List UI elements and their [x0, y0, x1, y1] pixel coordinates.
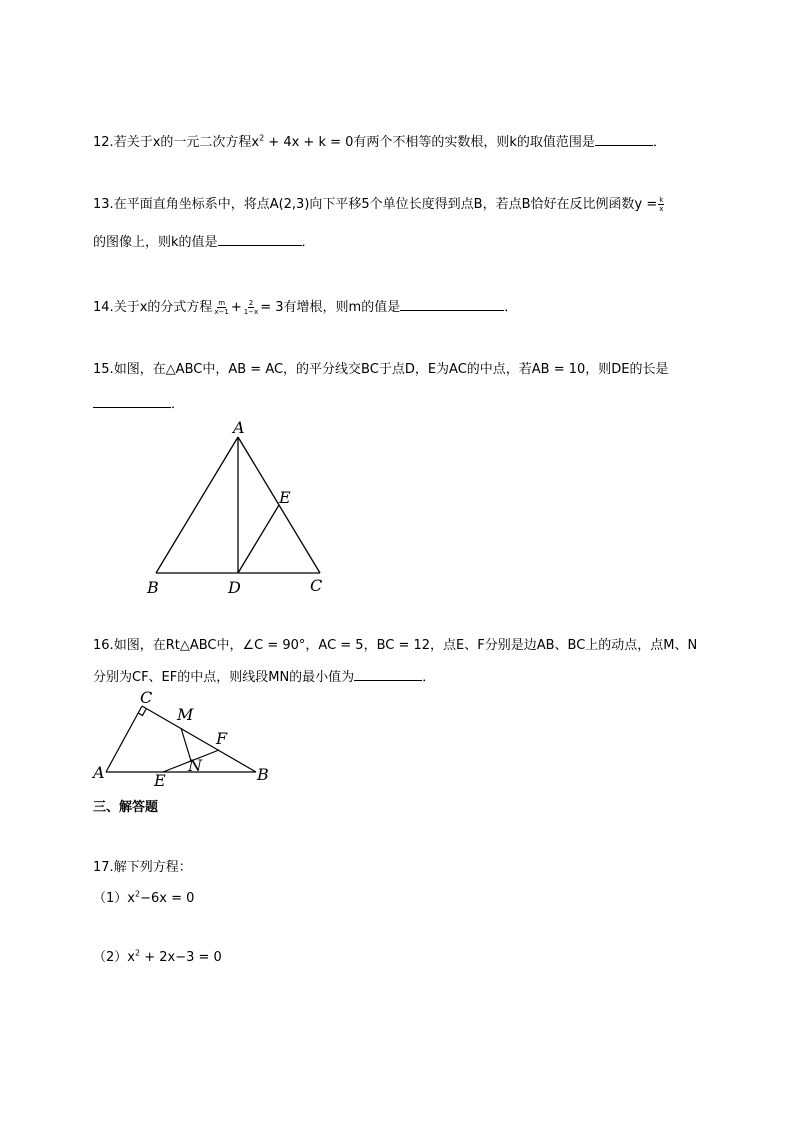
question-number: 14. — [93, 300, 114, 315]
label-f: F — [216, 729, 228, 748]
part-label: （2） — [93, 950, 128, 965]
equation-term: + 2x−3 = 0 — [140, 950, 222, 965]
label-n: N — [188, 756, 202, 775]
equation-term: x — [127, 950, 135, 965]
label-e: E — [279, 488, 291, 507]
fraction — [243, 299, 259, 316]
part-label: （1） — [93, 891, 128, 906]
label-m: M — [177, 705, 194, 724]
fraction-denominator: 1−x — [243, 308, 259, 316]
label-c: C — [310, 576, 323, 595]
label-a: A — [233, 418, 245, 437]
figure-16-right-triangle — [90, 688, 280, 790]
fraction-numerator: 2 — [248, 299, 254, 307]
question-12 — [93, 132, 666, 152]
exponent: 2 — [259, 133, 265, 143]
exponent: 2 — [134, 889, 141, 899]
answer-blank[interactable] — [93, 394, 171, 408]
question-text: 关于x的分式方程 — [113, 300, 213, 315]
label-e: E — [154, 771, 166, 790]
question-17 — [93, 859, 192, 877]
label-c: C — [140, 688, 153, 707]
segment-ca — [106, 706, 142, 772]
question-17-part2 — [93, 949, 222, 967]
period: ． — [171, 397, 185, 412]
segment-ab — [156, 437, 238, 573]
fraction-numerator: m — [218, 299, 226, 307]
question-17-part1 — [93, 890, 194, 908]
label-b: B — [147, 578, 159, 597]
question-text: 如图，在Rt△ABC中，∠C = 90°，AC = 5，BC = 12，点E、F分别是边AB、BC上的动点，点M、N — [113, 638, 698, 653]
question-16 — [93, 637, 697, 655]
question-number: 12. — [93, 135, 114, 150]
equation-term: x — [127, 891, 135, 906]
question-text: 在平面直角坐标系中，将点A(2,3)向下平移5个单位长度得到点B，若点B恰好在反比例函数y = — [113, 197, 658, 212]
question-number: 15. — [93, 362, 114, 377]
section-heading: 三、解答题 — [93, 800, 159, 815]
fraction — [213, 299, 229, 316]
question-13-line2 — [93, 232, 315, 252]
question-13 — [93, 196, 665, 214]
fraction-numerator: k — [659, 196, 664, 204]
question-text: + 4x + k = 0有两个不相等的实数根，则k的取值范围是 — [264, 135, 595, 150]
label-a: A — [93, 763, 105, 782]
question-number: 17. — [93, 860, 114, 875]
question-number: 16. — [93, 638, 114, 653]
answer-blank[interactable] — [595, 132, 653, 146]
question-text: 的图像上，则k的值是 — [93, 235, 218, 250]
period: ． — [301, 235, 315, 250]
label-d: D — [228, 578, 241, 597]
segment-de — [238, 505, 279, 573]
question-15-line2 — [93, 394, 184, 414]
question-text: 如图，在△ABC中，AB = AC，的平分线交BC于点D，E为AC的中点，若AB = 10，则DE的长是 — [113, 362, 669, 377]
label-b: B — [257, 765, 269, 784]
period: ． — [504, 300, 518, 315]
figure-15-triangle — [140, 415, 340, 600]
answer-blank[interactable] — [354, 667, 422, 681]
question-text: 解下列方程： — [113, 860, 192, 875]
question-text: 若关于x的一元二次方程x — [113, 135, 260, 150]
answer-blank[interactable] — [400, 297, 504, 311]
equation-term: −6x = 0 — [140, 891, 195, 906]
question-text: = 3有增根，则m的值是 — [260, 300, 401, 315]
fraction — [658, 196, 664, 213]
question-14 — [93, 297, 517, 317]
exponent: 2 — [134, 948, 141, 958]
period: ． — [422, 670, 436, 685]
answer-blank[interactable] — [218, 232, 302, 246]
question-15 — [93, 361, 669, 379]
question-16-line2 — [93, 667, 435, 687]
plus-sign: + — [230, 300, 242, 315]
fraction-denominator: x — [659, 205, 664, 213]
question-number: 13. — [93, 197, 114, 212]
period: ． — [652, 135, 666, 150]
fraction-denominator: x−1 — [214, 308, 229, 316]
question-text: 分别为CF、EF的中点，则线段MN的最小值为 — [93, 670, 355, 685]
